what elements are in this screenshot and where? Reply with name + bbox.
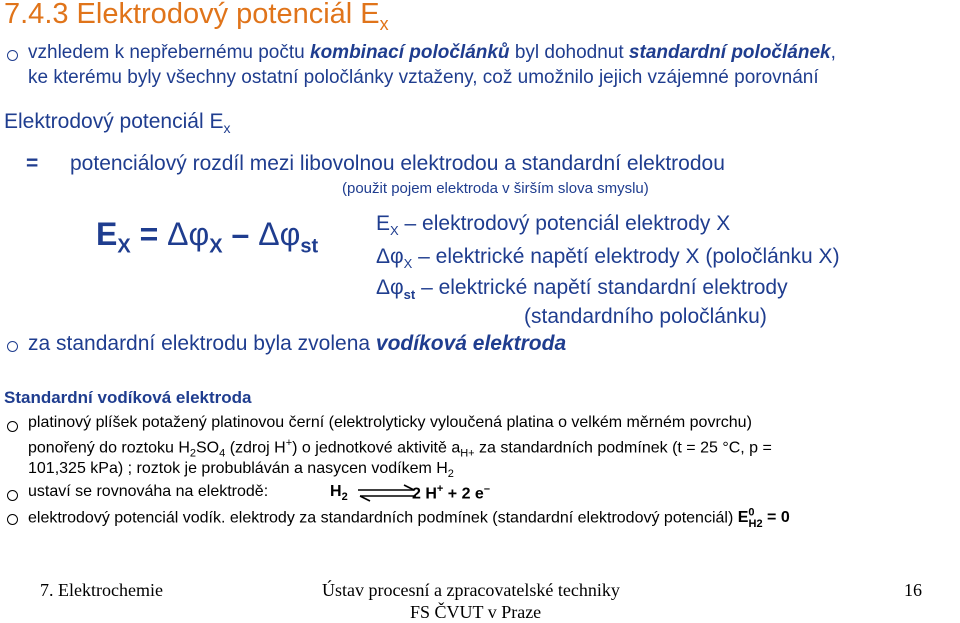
- equilibrium-rhs: 2 H+ + 2 e–: [412, 483, 490, 503]
- equilibrium-arrows-icon: [356, 484, 418, 502]
- section-heading: Standardní vodíková elektroda: [4, 388, 252, 407]
- bullet-icon: [7, 341, 18, 352]
- legend-row-ex: $E_X$ – elektrodový potenciál elektrody X: [376, 212, 731, 239]
- bullet-icon: [7, 50, 18, 61]
- intro-line-2: ke kterému byly všechny ostatní poločlánky vztaženy, což umožnilo jejich vzájemné porovnání: [28, 67, 819, 88]
- page-title: 7.4.3 Elektrodový potenciál $E_x$: [4, 0, 389, 34]
- definition-text: potenciálový rozdíl mezi libovolnou elektrodou a standardní elektrodou: [70, 152, 725, 175]
- bullet-1-line-2: ponořený do roztoku $H_2SO_4$ (zdroj H+) o jednotkové aktivitě $a_{H+}$ za standardních podmínek (t = 25 °C, p =: [28, 437, 772, 460]
- equilibrium-text: ustaví se rovnováha na elektrodě:: [28, 483, 269, 500]
- legend-row-phix: $\Delta\varphi_X$ – elektrické napětí elektrody X (poločlánku X): [376, 245, 840, 272]
- equation: $E_X = \Delta\varphi_X - \Delta\varphi_{st}$: [96, 216, 319, 258]
- footer-faculty: FS ČVUT v Praze: [410, 602, 542, 622]
- standard-potential-text: elektrodový potenciál vodík. elektrody za standardních podmínek (standardní elektrodový potenciál) $E^0_{H2} = 0$: [28, 507, 790, 530]
- legend-row-phist: $\Delta\varphi_{st}$ – elektrické napětí standardní elektrody: [376, 276, 788, 303]
- bullet-1-line-3: 101,325 kPa) ; roztok je probubláván a nasycen vodíkem $H_2$: [28, 460, 454, 481]
- legend-row-note: (standardního poločlánku): [524, 305, 767, 328]
- definition-heading: Elektrodový potenciál $E_x$: [4, 110, 231, 137]
- bullet-icon: [7, 514, 18, 525]
- footer-institute: Ústav procesní a zpracovatelské techniky: [322, 580, 620, 600]
- footer-page-number: 16: [904, 580, 922, 600]
- footer-chapter: 7. Elektrochemie: [40, 580, 163, 600]
- bullet-1-line-1: platinový plíšek potažený platinovou černí (elektrolyticky vyloučená platina o velkém měrném povrchu): [28, 414, 752, 431]
- definition-note: (použit pojem elektroda v širším slova smyslu): [342, 180, 649, 197]
- definition-equals: =: [26, 152, 39, 175]
- bullet-icon: [7, 421, 18, 432]
- equilibrium-lhs: $H_2$: [330, 483, 348, 504]
- intro-line-1: vzhledem k nepřebernému počtu kombinací poločlánků byl dohodnut standardní poločlánek,: [28, 42, 836, 63]
- bullet-icon: [7, 490, 18, 501]
- standard-choice: za standardní elektrodu byla zvolena vodíková elektroda: [28, 332, 567, 355]
